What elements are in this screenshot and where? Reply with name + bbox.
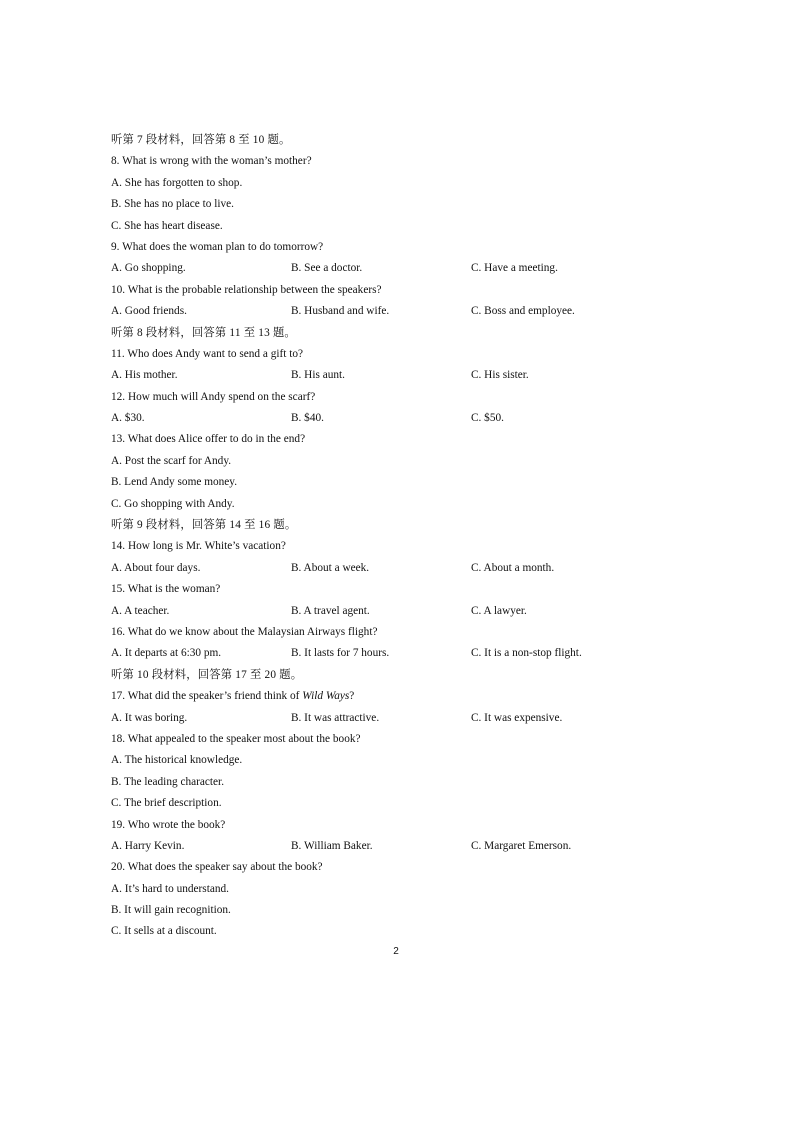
answer-option: C. It sells at a discount. (111, 925, 217, 938)
answer-option: A. The historical knowledge. (111, 754, 243, 767)
answer-option: B. See a doctor. (291, 262, 363, 275)
question-text: 17. What did the speaker’s friend think of (111, 690, 303, 703)
section-heading: 听第 10 段材料，回答第 17 至 20 题。 (111, 668, 303, 681)
answer-option: A. Go shopping. (111, 262, 186, 275)
answer-option: A. About four days. (111, 561, 201, 574)
section-heading: 听第 9 段材料，回答第 14 至 16 题。 (111, 519, 297, 532)
question: 12. How much will Andy spend on the scarf? (111, 390, 316, 403)
answer-option: B. It will gain recognition. (111, 904, 231, 917)
section-heading: 听第 7 段材料，回答第 8 至 10 题。 (111, 134, 291, 146)
question: 16. What do we know about the Malaysian Airways flight? (111, 625, 378, 638)
answer-option: B. Husband and wife. (291, 305, 390, 318)
answer-option: A. It departs at 6:30 pm. (111, 647, 222, 660)
question: 19. Who wrote the book? (111, 818, 226, 831)
answer-option: C. It was expensive. (471, 711, 563, 724)
listening-questions (111, 130, 711, 943)
answer-option: C. His sister. (471, 369, 529, 382)
answer-options-row (111, 643, 711, 664)
question: 13. What does Alice offer to do in the end? (111, 433, 306, 446)
book-title: Wild Ways (302, 690, 350, 703)
section-heading: 听第 8 段材料，回答第 11 至 13 题。 (111, 326, 296, 339)
answer-option: A. His mother. (111, 369, 178, 382)
answer-options-row (111, 836, 711, 857)
answer-option: B. Lend Andy some money. (111, 476, 238, 489)
answer-option: A. It was boring. (111, 711, 188, 724)
answer-options-row (111, 601, 711, 622)
question: 11. Who does Andy want to send a gift to? (111, 347, 304, 360)
answer-option: B. She has no place to live. (111, 198, 234, 211)
question: 8. What is wrong with the woman’s mother? (111, 155, 312, 168)
answer-option: C. The brief description. (111, 797, 222, 810)
answer-option: B. $40. (291, 412, 324, 425)
answer-option: B. A travel agent. (291, 604, 370, 617)
answer-option: B. William Baker. (291, 839, 373, 852)
question-text-end: ? (349, 690, 355, 703)
answer-option: C. Go shopping with Andy. (111, 497, 235, 510)
answer-options-row (111, 708, 711, 729)
answer-option: C. It is a non-stop flight. (471, 647, 582, 660)
answer-option: B. It lasts for 7 hours. (291, 647, 390, 660)
answer-option: A. Post the scarf for Andy. (111, 454, 232, 467)
answer-option: C. $50. (471, 412, 504, 425)
answer-option: C. She has heart disease. (111, 219, 223, 232)
answer-option: A. Harry Kevin. (111, 839, 185, 852)
question: 14. How long is Mr. White’s vacation? (111, 540, 286, 553)
question: 20. What does the speaker say about the book? (111, 861, 323, 874)
answer-options-row (111, 301, 711, 322)
question: 9. What does the woman plan to do tomorrow? (111, 240, 324, 253)
answer-option: A. A teacher. (111, 604, 170, 617)
answer-option: A. She has forgotten to shop. (111, 176, 243, 189)
answer-option: C. Margaret Emerson. (471, 839, 572, 852)
question: 10. What is the probable relationship between the speakers? (111, 283, 382, 296)
answer-option: C. Have a meeting. (471, 262, 558, 275)
answer-options-row (111, 365, 711, 386)
answer-option: A. It’s hard to understand. (111, 882, 229, 895)
answer-option: C. Boss and employee. (471, 305, 575, 318)
answer-option: B. About a week. (291, 561, 370, 574)
answer-option: B. The leading character. (111, 775, 225, 788)
answer-option: A. Good friends. (111, 305, 187, 318)
question: 15. What is the woman? (111, 583, 221, 596)
question: 18. What appealed to the speaker most about the book? (111, 732, 361, 745)
answer-option: C. A lawyer. (471, 604, 527, 617)
answer-options-row (111, 408, 711, 429)
answer-option: B. It was attractive. (291, 711, 380, 724)
answer-options-row (111, 558, 711, 579)
answer-option: A. $30. (111, 412, 145, 425)
answer-options-row (111, 258, 711, 279)
answer-option: C. About a month. (471, 561, 555, 574)
answer-option: B. His aunt. (291, 369, 345, 382)
question (111, 686, 711, 707)
page-number: 2 (393, 946, 399, 957)
